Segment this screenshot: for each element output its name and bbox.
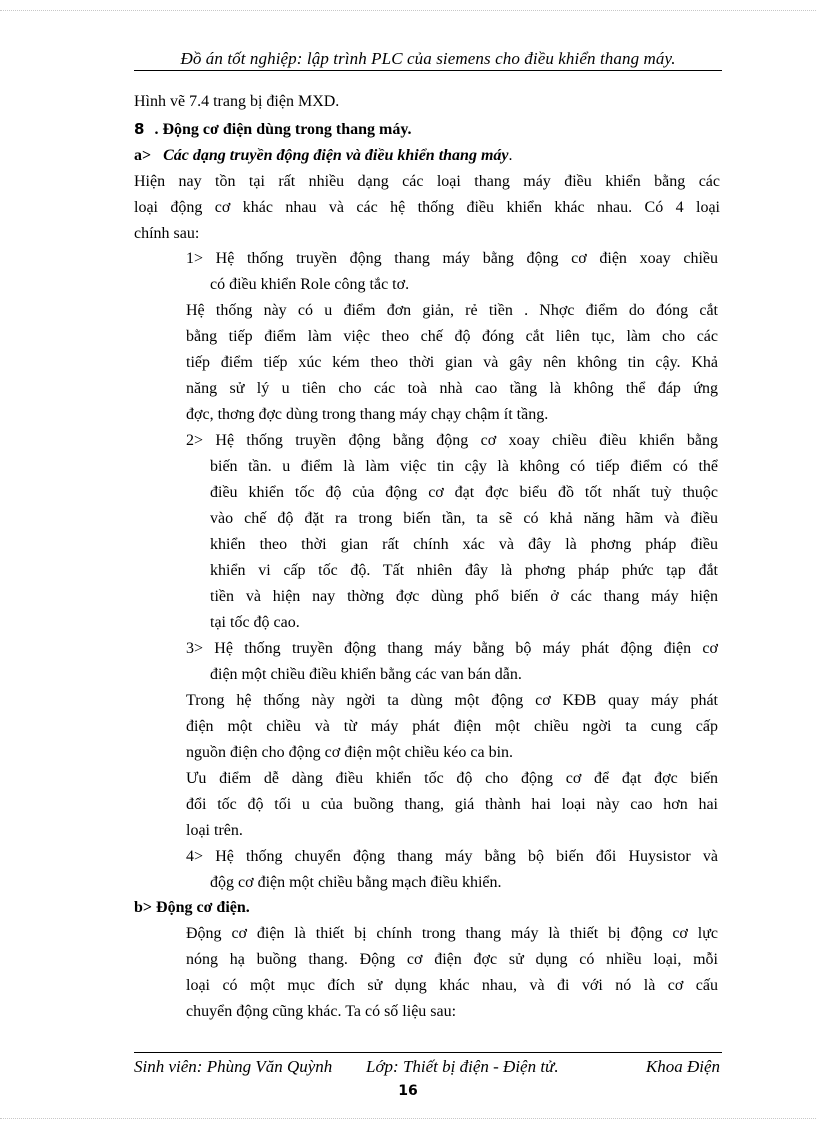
- item-2-line-6: khiển vi cấp tốc độ. Tất nhiên đây là phơng pháp phức tạp đắt: [210, 562, 718, 579]
- figure-caption: Hình vẽ 7.4 trang bị điện MXD.: [134, 93, 340, 110]
- item-2-line-8: tại tốc độ cao.: [210, 614, 300, 631]
- subsection-a-period: .: [508, 147, 513, 164]
- footer-rule: [134, 1052, 722, 1053]
- item-2-line-2: biến tần. u điểm là làm việc tin cậy là không có tiếp điểm có thể: [210, 458, 718, 475]
- page-number: 16: [398, 1083, 418, 1099]
- item-2-line-7: tiền và hiện nay thờng đợc dùng phổ biến ở các thang máy hiện: [210, 588, 718, 605]
- footer-class: Lớp: Thiết bị điện - Điện tử.: [366, 1057, 559, 1076]
- intro-line-2: loại động cơ khác nhau và các hệ thống điều khiển khác nhau. Có 4 loại: [134, 199, 720, 216]
- item-3-desc-line-2: điện một chiều và từ máy phát điện một chiều ngời ta cung cấp: [186, 718, 718, 735]
- item-1-desc-line-5: đợc, thơng đợc dùng trong thang máy chạy chậm ít tầng.: [186, 406, 549, 423]
- footer-student: Sinh viên: Phùng Văn Quỳnh: [134, 1057, 333, 1076]
- item-1-line-2: có điều khiển Role công tắc tơ.: [210, 276, 410, 293]
- item-3-adv-line-2: đổi tốc độ tối u của buồng thang, giá thành hai loại này cao hơn hai: [186, 796, 718, 813]
- item-1-desc-line-3: tiếp điểm tiếp xúc kém theo thời gian và gây nên không tin cậy. Khả: [186, 354, 718, 371]
- subsection-b-line-2: nóng hạ buồng thang. Động cơ điện đợc sử dụng có nhiều loại, mỗi: [186, 951, 718, 968]
- item-3-desc-line-3: nguồn điện cho động cơ điện một chiều kéo ca bin.: [186, 744, 514, 761]
- subsection-a-title: Các dạng truyền động điện và điều khiển thang máy: [163, 147, 509, 164]
- subsection-a-label: a>: [134, 147, 152, 164]
- header-rule: [134, 70, 722, 71]
- item-4-line-2: độg cơ điện một chiều bằng mạch điều khiển.: [210, 874, 502, 891]
- page-top-border: [0, 0, 816, 11]
- item-1-desc-line-1: Hệ thống này có u điểm đơn giản, rẻ tiền . Nhợc điểm do đóng cắt: [186, 302, 718, 319]
- item-1-desc-line-2: bằng tiếp điểm làm việc theo chế độ đóng cắt liên tục, làm cho các: [186, 328, 718, 345]
- item-4-line-1: 4> Hệ thống chuyển động thang máy bằng bộ biến đổi Huysistor và: [186, 848, 718, 865]
- section-title: . Động cơ điện dùng trong thang máy.: [154, 121, 412, 138]
- intro-line-1: Hiện nay tồn tại rất nhiều dạng các loại thang máy điều khiển bằng các: [134, 173, 720, 190]
- item-2-line-5: khiển theo thời gian rất chính xác và đây là phơng pháp điều: [210, 536, 718, 553]
- item-1-line-1: 1> Hệ thống truyền động thang máy bằng động cơ điện xoay chiều: [186, 250, 718, 267]
- item-3-line-1: 3> Hệ thống truyền động thang máy bằng bộ máy phát động điện cơ: [186, 640, 718, 657]
- item-2-line-4: vào chế độ đặt ra trong biến tần, ta sẽ có khả năng hãm và điều: [210, 510, 718, 527]
- subsection-b-line-1: Động cơ điện là thiết bị chính trong thang máy là thiết bị động cơ lực: [186, 925, 718, 942]
- section-heading: [134, 120, 412, 139]
- item-3-adv-line-3: loại trên.: [186, 822, 243, 839]
- section-number: 8: [134, 120, 145, 138]
- page-bottom-border: [0, 1118, 816, 1119]
- item-3-adv-line-1: Ưu điểm dễ dàng điều khiển tốc độ cho động cơ để đạt đợc biến: [186, 770, 718, 787]
- subsection-a-heading: [134, 147, 513, 165]
- item-3-desc-line-1: Trong hệ thống này ngời ta dùng một động cơ KĐB quay máy phát: [186, 692, 718, 709]
- subsection-b-line-4: chuyển động cũng khác. Ta có số liệu sau:: [186, 1003, 457, 1020]
- page-header-title: Đồ án tốt nghiệp: lập trình PLC của siemens cho điều khiển thang máy.: [180, 49, 676, 68]
- item-1-desc-line-4: năng sử lý u tiên cho các toà nhà cao tầng là không thể đáp ứng: [186, 380, 718, 397]
- item-2-line-3: điều khiển tốc độ của động cơ đạt đợc biểu đồ tốt nhất tuỳ thuộc: [210, 484, 718, 501]
- item-3-line-2: điện một chiều điều khiển bằng các van bán dẫn.: [210, 666, 522, 683]
- subsection-b-heading: b> Động cơ điện.: [134, 899, 250, 916]
- intro-line-3: chính sau:: [134, 225, 200, 242]
- item-2-line-1: 2> Hệ thống truyền động bằng động cơ xoay chiều điều khiển bằng: [186, 432, 718, 449]
- footer-department: Khoa Điện: [645, 1057, 720, 1076]
- subsection-b-line-3: loại có một mục đích sử dụng khác nhau, và đi với nó là cơ cấu: [186, 977, 718, 994]
